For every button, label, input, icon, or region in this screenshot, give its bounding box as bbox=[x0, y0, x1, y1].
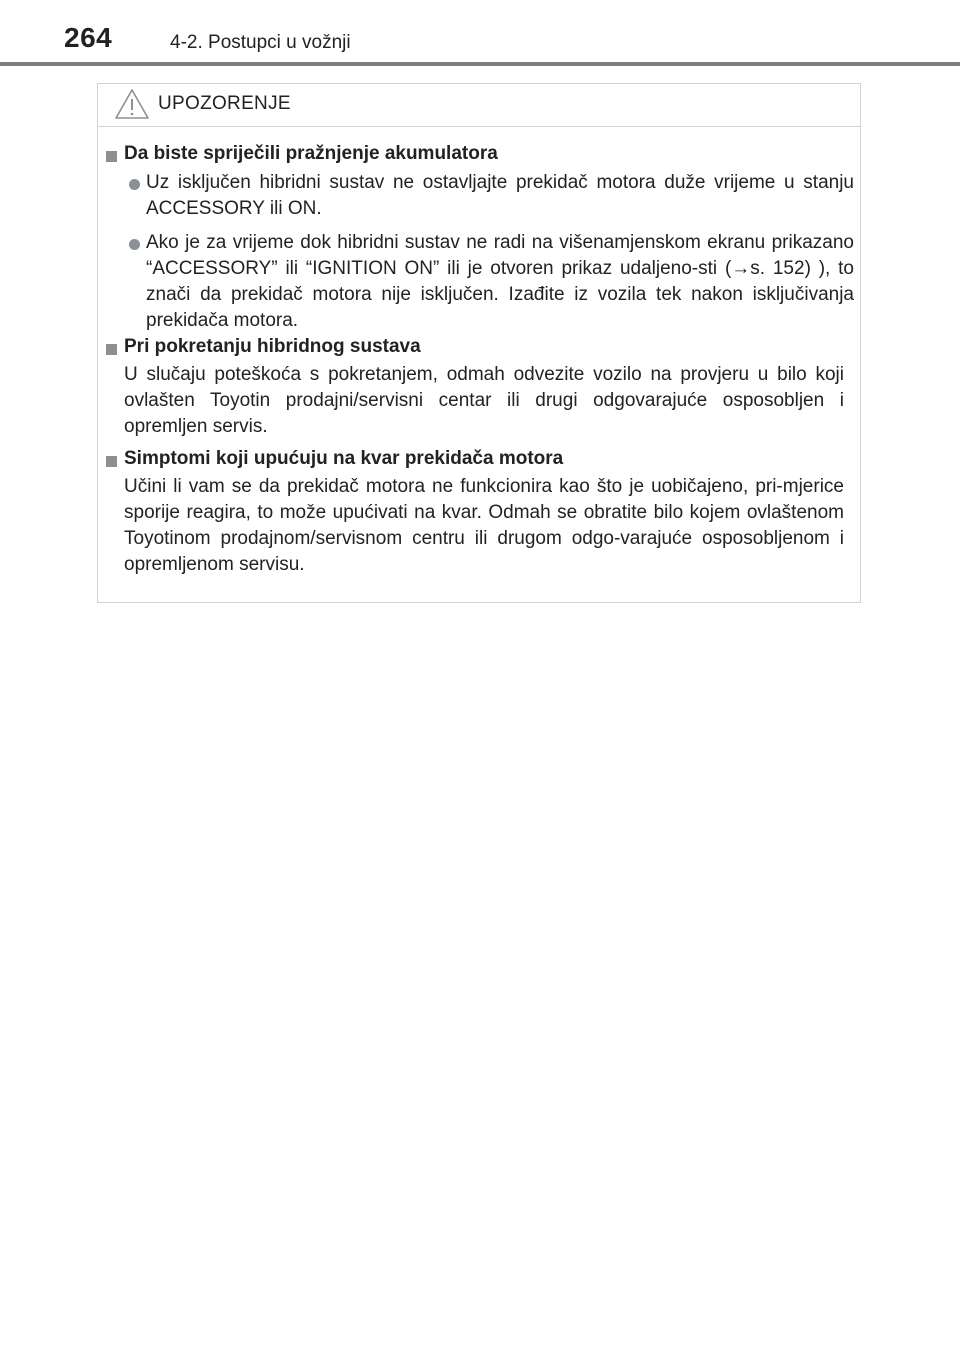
page-header bbox=[0, 0, 960, 66]
round-bullet-icon bbox=[129, 239, 140, 250]
header-divider bbox=[0, 62, 960, 66]
bullet-text: Ako je za vrijeme dok hibridni sustav ne radi na višenamjenskom ekranu prikazano “ACCESSORY” ili “IGNITION ON” ili je otvoren prikaz udaljeno-sti (→s. 152) ), to znači da prekidač motora nije isključen. Izađite iz vozila tek nakon isključivanja prekidača motora. bbox=[146, 232, 854, 331]
warning-header bbox=[98, 84, 860, 127]
page-number: 264 bbox=[64, 22, 113, 53]
section-heading: Simptomi koji upućuju na kvar prekidača motora bbox=[124, 448, 564, 469]
round-bullet-icon bbox=[129, 179, 140, 190]
bullet-text: Uz isključen hibridni sustav ne ostavljajte prekidač motora duže vrijeme u stanju ACCESSORY ili ON. bbox=[146, 172, 854, 219]
section-text: Učini li vam se da prekidač motora ne funkcionira kao što je uobičajeno, pri-mjerice sporije reagira, to može upućivati na kvar. Odmah se obratite bilo kojem ovlaštenom Toyotinom prodajnom/servisnom centru ili drugom odgo-varajuće osposobljenom i opremljenom servisu. bbox=[124, 476, 844, 575]
warning-box bbox=[97, 83, 861, 603]
warning-triangle-icon bbox=[114, 88, 150, 120]
section-heading: Da biste spriječili pražnjenje akumulatora bbox=[124, 143, 498, 164]
section-text: U slučaju poteškoća s pokretanjem, odmah odvezite vozilo na provjeru u bilo koji ovlašten Toyotin prodajni/servisni centar ili drugi odgovarajuće osposobljen i opremljen servis. bbox=[124, 364, 844, 437]
chapter-title: 4-2. Postupci u vožnji bbox=[170, 32, 351, 53]
square-bullet-icon bbox=[106, 344, 117, 355]
warning-title: UPOZORENJE bbox=[158, 93, 291, 114]
square-bullet-icon bbox=[106, 151, 117, 162]
square-bullet-icon bbox=[106, 456, 117, 467]
section-heading: Pri pokretanju hibridnog sustava bbox=[124, 336, 421, 357]
